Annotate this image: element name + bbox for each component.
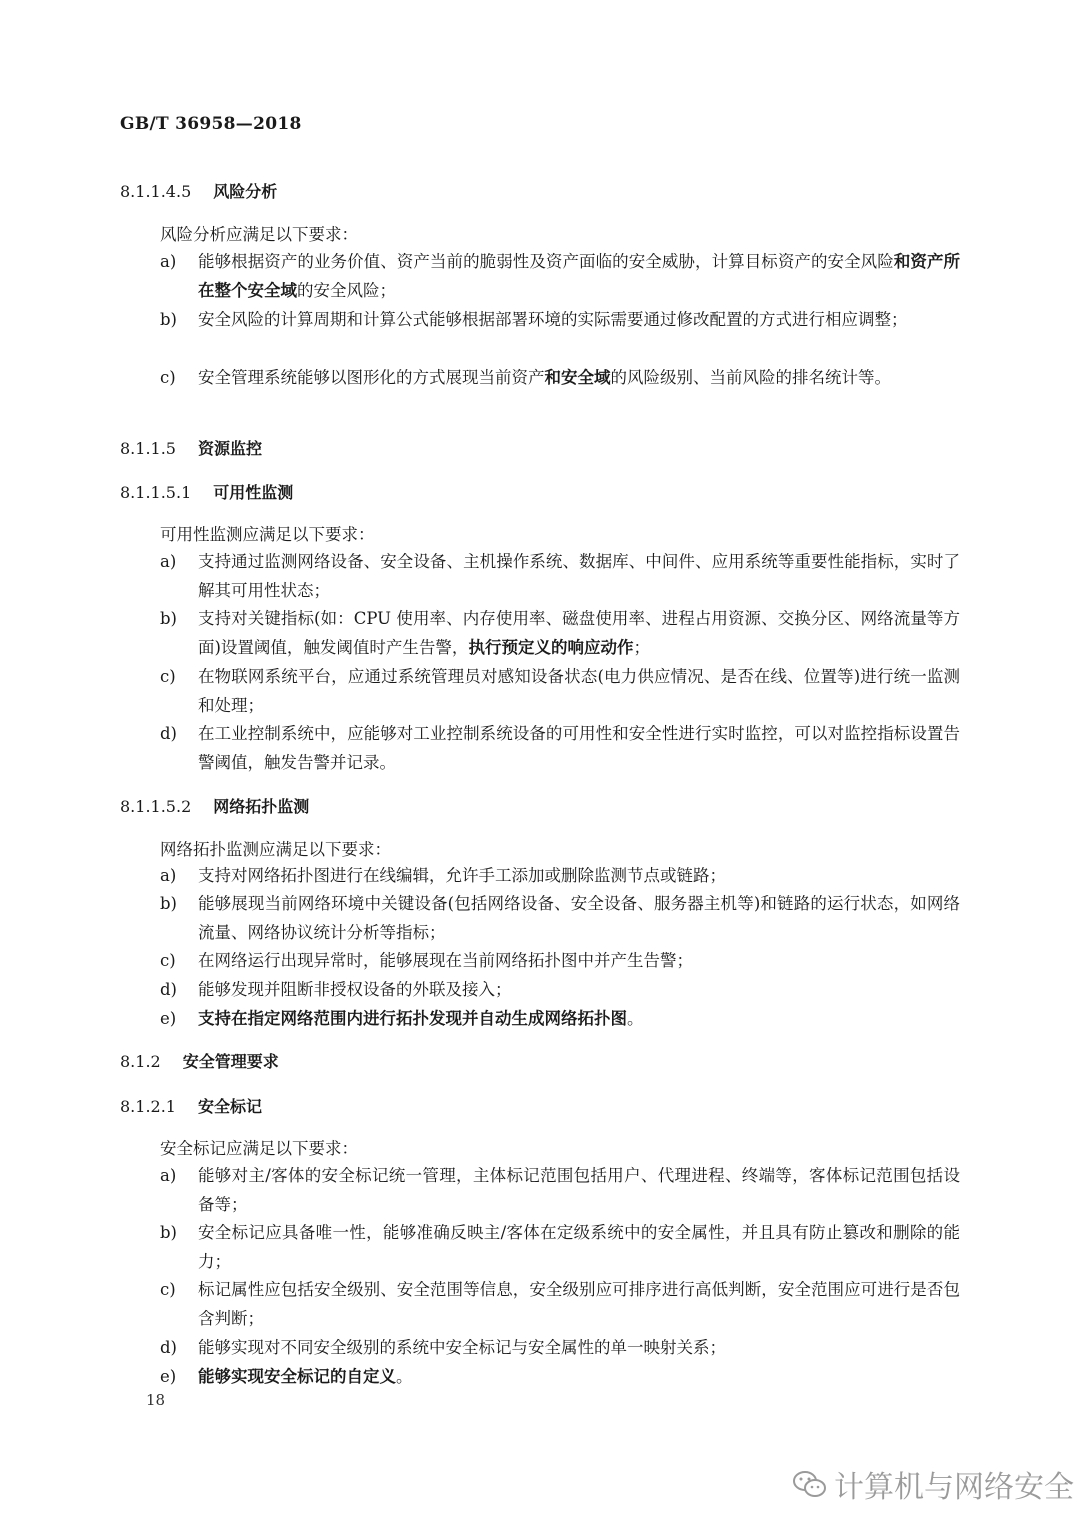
list-item: c) 安全管理系统能够以图形化的方式展现当前资产和安全域的风险级别、当前风险的排名统计等。 bbox=[160, 368, 891, 387]
section-intro: 风险分析应满足以下要求： bbox=[160, 225, 358, 244]
wechat-icon bbox=[792, 1469, 828, 1499]
section-number: 8.1.1.5 bbox=[120, 439, 176, 458]
section-title: 可用性监测 bbox=[213, 483, 294, 502]
section-heading-risk bbox=[120, 179, 277, 202]
list-item: c) 标记属性应包括安全级别、安全范围等信息，安全级别应可排序进行高低判断，安全范围应可进行是否包含判断； bbox=[160, 1280, 960, 1328]
list-item: b) 能够展现当前网络环境中关键设备(包括网络设备、安全设备、服务器主机等)和链路的运行状态，如网络流量、网络协议统计分析等指标； bbox=[160, 894, 960, 942]
list-item: a) 支持通过监测网络设备、安全设备、主机操作系统、数据库、中间件、应用系统等重要性能指标，实时了解其可用性状态； bbox=[160, 552, 960, 600]
section-title: 安全标记 bbox=[197, 1097, 262, 1116]
list-item: a) 能够对主/客体的安全标记统一管理，主体标记范围包括用户、代理进程、终端等，客体标记范围包括设备等； bbox=[160, 1166, 960, 1214]
section-number: 8.1.1.5.2 bbox=[120, 797, 192, 816]
list-item: d) 能够实现对不同安全级别的系统中安全标记与安全属性的单一映射关系； bbox=[160, 1338, 726, 1357]
section-heading-availability bbox=[120, 480, 293, 503]
section-title: 风险分析 bbox=[213, 182, 278, 201]
page-number: 18 bbox=[146, 1391, 166, 1409]
section-title: 资源监控 bbox=[197, 439, 262, 458]
list-item: c) 在网络运行出现异常时，能够展现在当前网络拓扑图中并产生告警； bbox=[160, 951, 693, 970]
standard-code: GB/T 36958—2018 bbox=[120, 114, 302, 134]
list-item: a) 能够根据资产的业务价值、资产当前的脆弱性及资产面临的安全威胁，计算目标资产的安全风险和资产所在整个安全域的安全风险； bbox=[160, 252, 961, 300]
list-item: e) 支持在指定网络范围内进行拓扑发现并自动生成网络拓扑图。 bbox=[160, 1009, 644, 1028]
section-heading-security-mgmt bbox=[120, 1049, 279, 1072]
section-number: 8.1.2.1 bbox=[120, 1097, 176, 1116]
section-title: 网络拓扑监测 bbox=[213, 797, 310, 816]
list-item: d) 在工业控制系统中，应能够对工业控制系统设备的可用性和安全性进行实时监控，可以对监控指标设置告警阈值，触发告警并记录。 bbox=[160, 724, 960, 772]
list-item: c) 在物联网系统平台，应通过系统管理员对感知设备状态(电力供应情况、是否在线、位置等)进行统一监测和处理； bbox=[160, 667, 960, 715]
section-number: 8.1.1.5.1 bbox=[120, 483, 192, 502]
section-intro: 网络拓扑监测应满足以下要求： bbox=[160, 840, 391, 859]
list-item: a) 支持对网络拓扑图进行在线编辑，允许手工添加或删除监测节点或链路； bbox=[160, 866, 726, 885]
watermark bbox=[792, 1462, 1074, 1506]
list-item: e) 能够实现安全标记的自定义。 bbox=[160, 1367, 413, 1386]
section-title: 安全管理要求 bbox=[182, 1052, 279, 1071]
section-heading-security-label bbox=[120, 1094, 262, 1117]
section-intro: 可用性监测应满足以下要求： bbox=[160, 525, 375, 544]
list-item: b) 支持对关键指标(如：CPU 使用率、内存使用率、磁盘使用率、进程占用资源、交换分区、网络流量等方面)设置阈值，触发阈值时产生告警，执行预定义的响应动作； bbox=[160, 609, 960, 657]
section-intro: 安全标记应满足以下要求： bbox=[160, 1139, 358, 1158]
section-number: 8.1.1.4.5 bbox=[120, 182, 192, 201]
section-heading-resource bbox=[120, 436, 262, 459]
watermark-text: 计算机与网络安全 bbox=[834, 1470, 1074, 1505]
list-item: b) 安全风险的计算周期和计算公式能够根据部署环境的实际需要通过修改配置的方式进行相应调整； bbox=[160, 310, 908, 329]
section-number: 8.1.2 bbox=[120, 1052, 161, 1071]
section-heading-topology bbox=[120, 794, 309, 817]
list-item: d) 能够发现并阻断非授权设备的外联及接入； bbox=[160, 980, 512, 999]
list-item: b) 安全标记应具备唯一性，能够准确反映主/客体在定级系统中的安全属性，并且具有防止篡改和删除的能力； bbox=[160, 1223, 960, 1271]
